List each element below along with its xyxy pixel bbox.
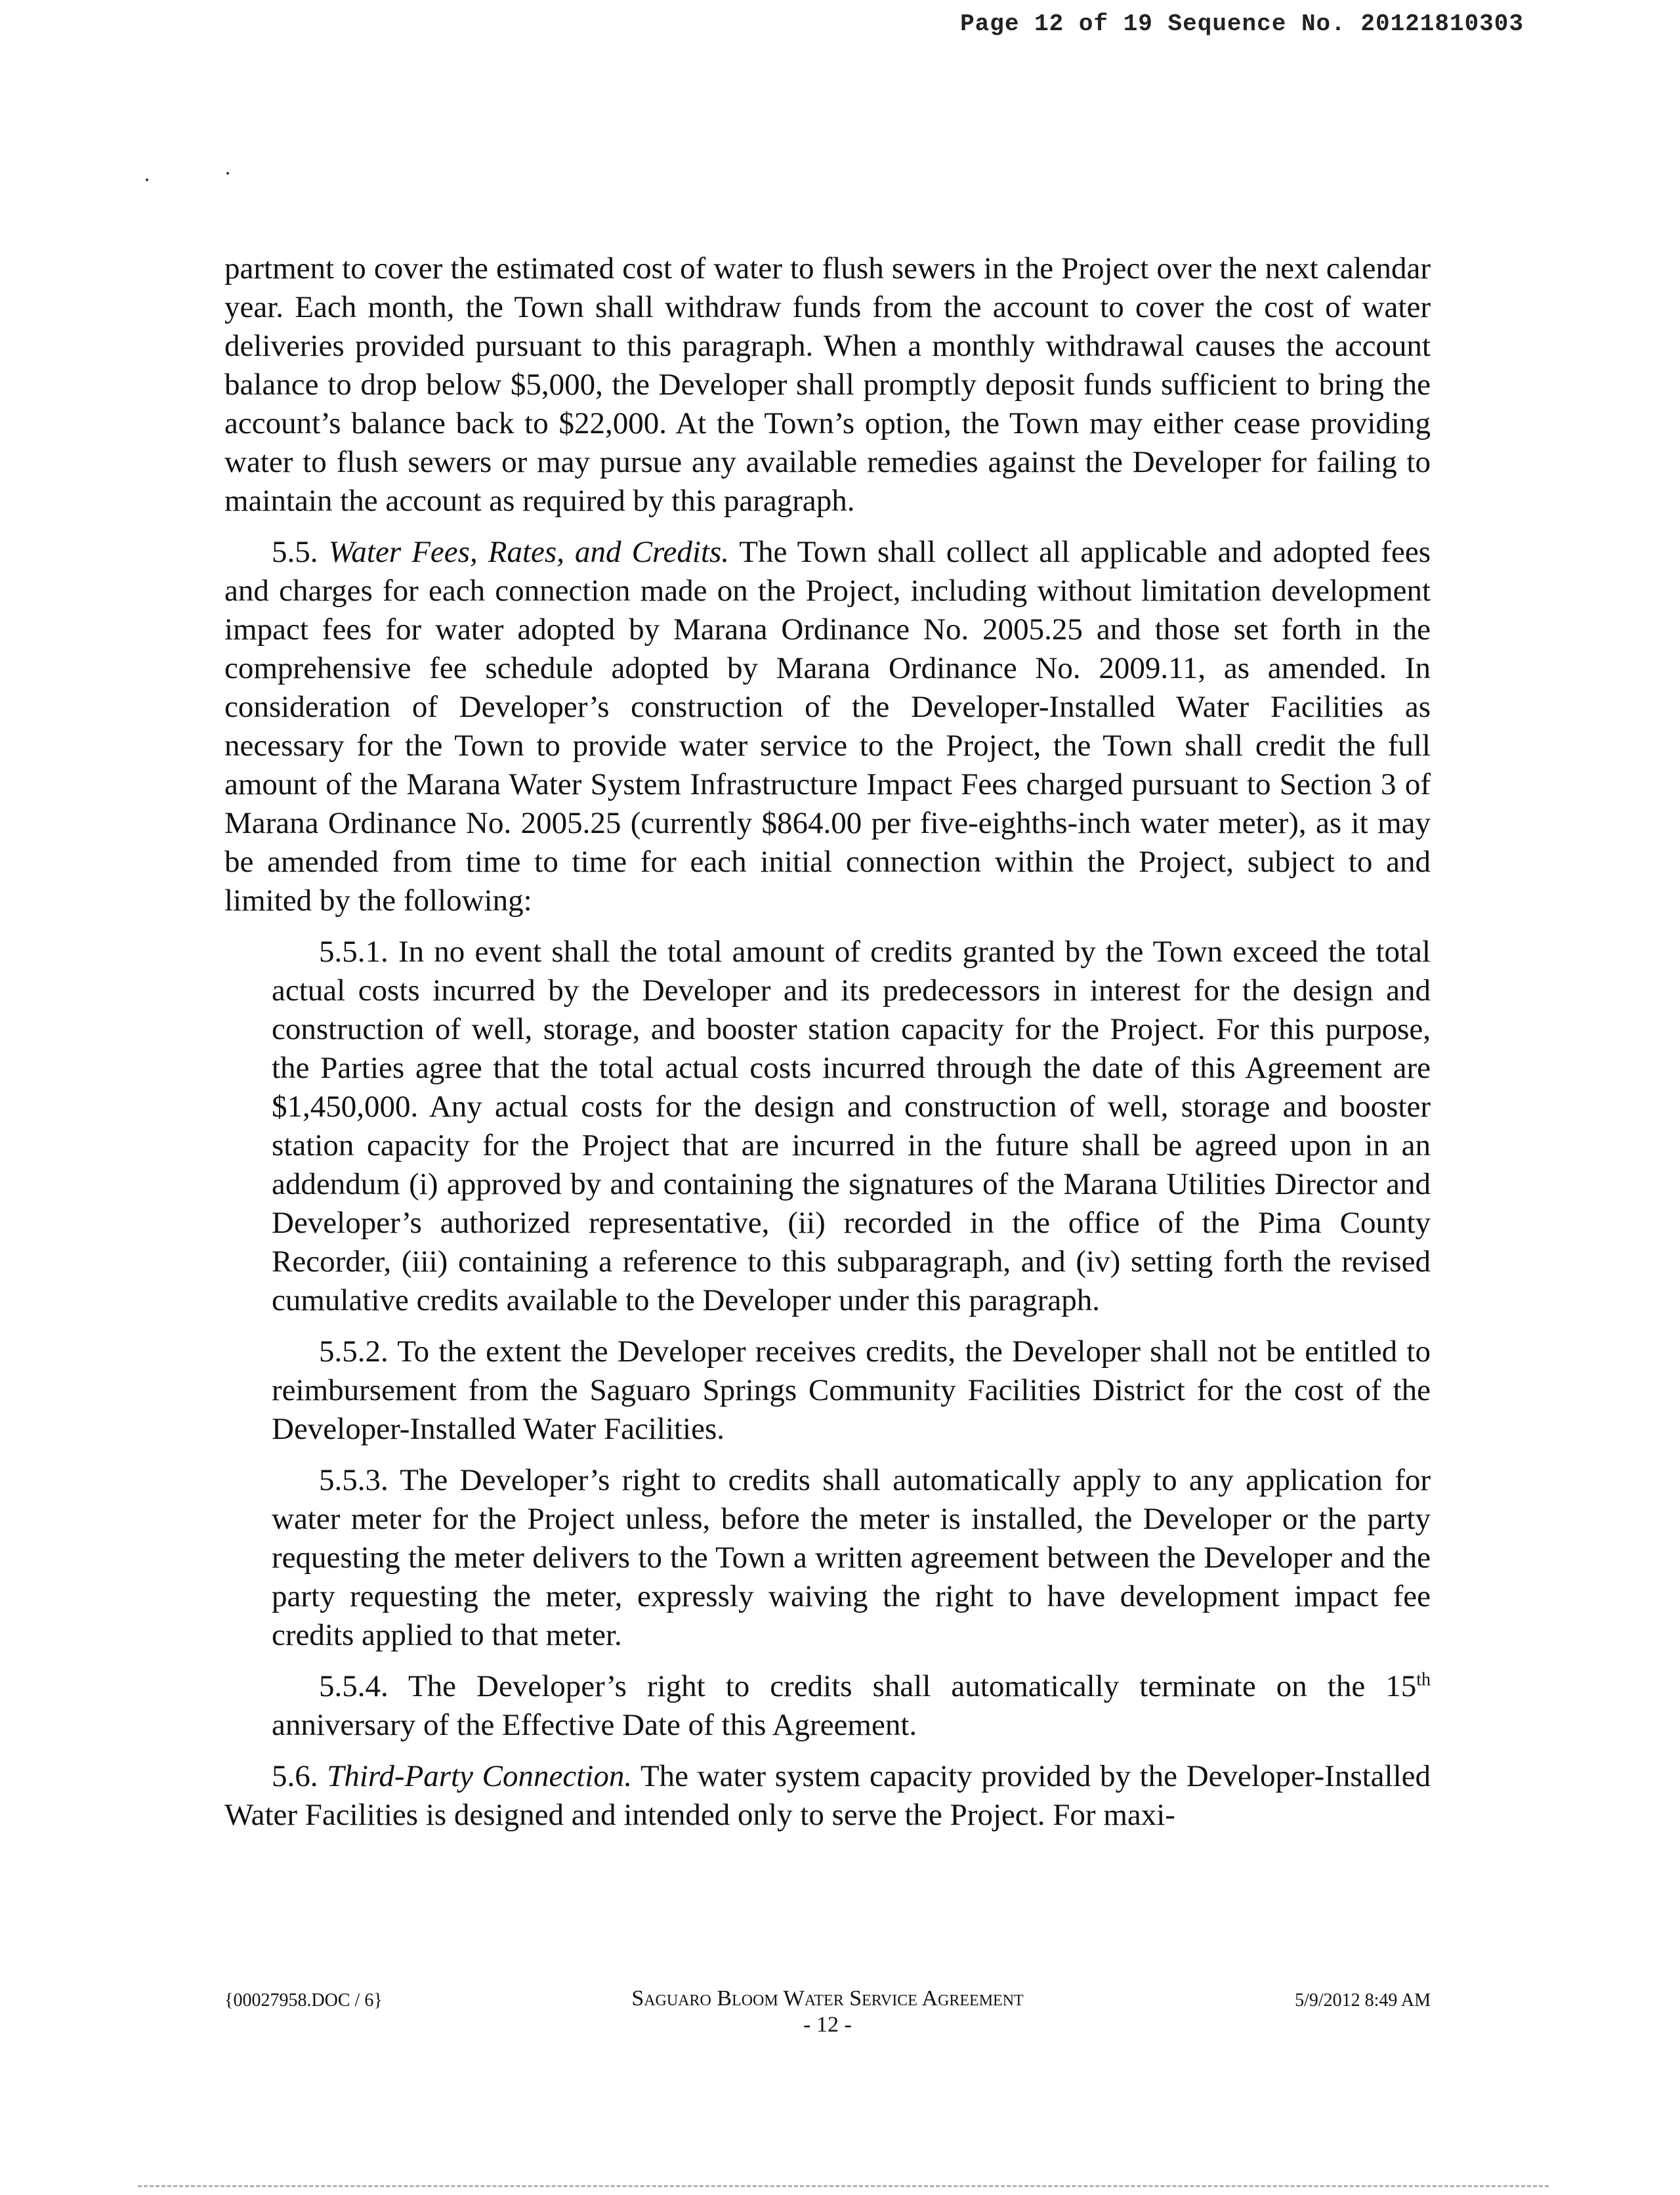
section-5-6 (224, 1757, 1431, 1835)
section-text: To the extent the Developer receives credits, the Developer shall not be entitled to reimbursement from the Saguaro Springs Community Facilities District for the cost of the Developer-Installed Water Facilities. (272, 1334, 1431, 1446)
section-text: The Developer’s right to credits shall automatically terminate on the 15 (408, 1669, 1417, 1703)
section-5-5-3 (272, 1461, 1431, 1655)
scan-edge-line (138, 2185, 1549, 2187)
paragraph-continuation: partment to cover the estimated cost of water to flush sewers in the Project over the next calendar year. Each month, the Town shall withdraw funds from the account to cover the cost of water deliveries provided pursuant to this paragraph. When a monthly withdrawal causes the account balance to drop below $5,000, the Developer shall promptly deposit funds sufficient to bring the account’s balance back to $22,000. At the Town’s option, the Town may either cease providing water to flush sewers or may pursue any available remedies against the Developer for failing to maintain the account as required by this paragraph. (224, 251, 1431, 518)
section-text: The Developer’s right to credits shall automatically apply to any application for water meter for the Project unless, before the meter is installed, the Developer or the party requesting the meter delivers to the Town a written agreement between the Developer and the party requesting the meter, expressly waiving the right to have development impact fee credits applied to that meter. (272, 1463, 1431, 1652)
section-heading: Water Fees, Rates, and Credits. (328, 535, 730, 569)
scan-speck (226, 172, 229, 175)
section-5-5-1 (272, 933, 1431, 1320)
section-number: 5.5.3. (319, 1463, 388, 1497)
section-number: 5.5.4. (319, 1669, 388, 1703)
page-footer (224, 1986, 1431, 2039)
section-5-5 (224, 533, 1431, 920)
section-text: The water system capacity provided by the Developer-Installed Water Facilities is designed and intended only to serve the Project. For maxi- (224, 1759, 1431, 1832)
section-number: 5.5.2. (319, 1334, 388, 1369)
agreement-body (224, 249, 1431, 1847)
section-5-5-4 (272, 1667, 1431, 1745)
section-text: The Town shall collect all applicable and adopted fees and charges for each connection made on the Project, including without limitation development impact fees for water adopted by Marana Ordinance No. 2005.25 and those set forth in the comprehensive fee schedule adopted by Marana Ordinance No. 2009.11, as amended. In consideration of Developer’s construction of the Developer-Installed Water Facilities as necessary for the Town to provide water service to the Project, the Town shall credit the full amount of the Marana Water System Infrastructure Impact Fees charged pursuant to Section 3 of Marana Ordinance No. 2005.25 (currently $864.00 per five-eighths-inch water meter), as it may be amended from time to time for each initial connection within the Project, subject to and limited by the following: (224, 535, 1431, 918)
section-5-5-2 (272, 1332, 1431, 1449)
section-number: 5.6. (272, 1759, 318, 1793)
footer-page-number: - 12 - (803, 2013, 852, 2037)
footer-datetime: 5/9/2012 8:49 AM (1295, 1990, 1431, 2011)
ordinal-superscript: th (1416, 1669, 1431, 1690)
section-text: anniversary of the Effective Date of this Agreement. (272, 1708, 917, 1742)
footer-doc-id: {00027958.DOC / 6} (224, 1990, 383, 2011)
scan-speck (146, 179, 148, 181)
footer-title: Saguaro Bloom Water Service Agreement (631, 1986, 1024, 2011)
page-sequence-header: Page 12 of 19 Sequence No. 20121810303 (960, 11, 1524, 37)
section-number: 5.5. (272, 535, 318, 569)
section-text: In no event shall the total amount of credits granted by the Town exceed the total actual costs incurred by the Developer and its predecessors in interest for the design and construction of well, storage, and booster station capacity for the Project. For this purpose, the Parties agree that the total actual costs incurred through the date of this Agreement are $1,450,000. Any actual costs for the design and construction of well, storage and booster station capacity for the Project that are incurred in the future shall be agreed upon in an addendum (i) approved by and containing the signatures of the Marana Utilities Director and Developer’s authorized representative, (ii) recorded in the office of the Pima County Recorder, (iii) containing a reference to this subparagraph, and (iv) setting forth the revised cumulative credits available to the Developer under this paragraph. (272, 935, 1431, 1317)
section-heading: Third-Party Connection. (327, 1759, 633, 1793)
section-number: 5.5.1. (319, 935, 388, 969)
